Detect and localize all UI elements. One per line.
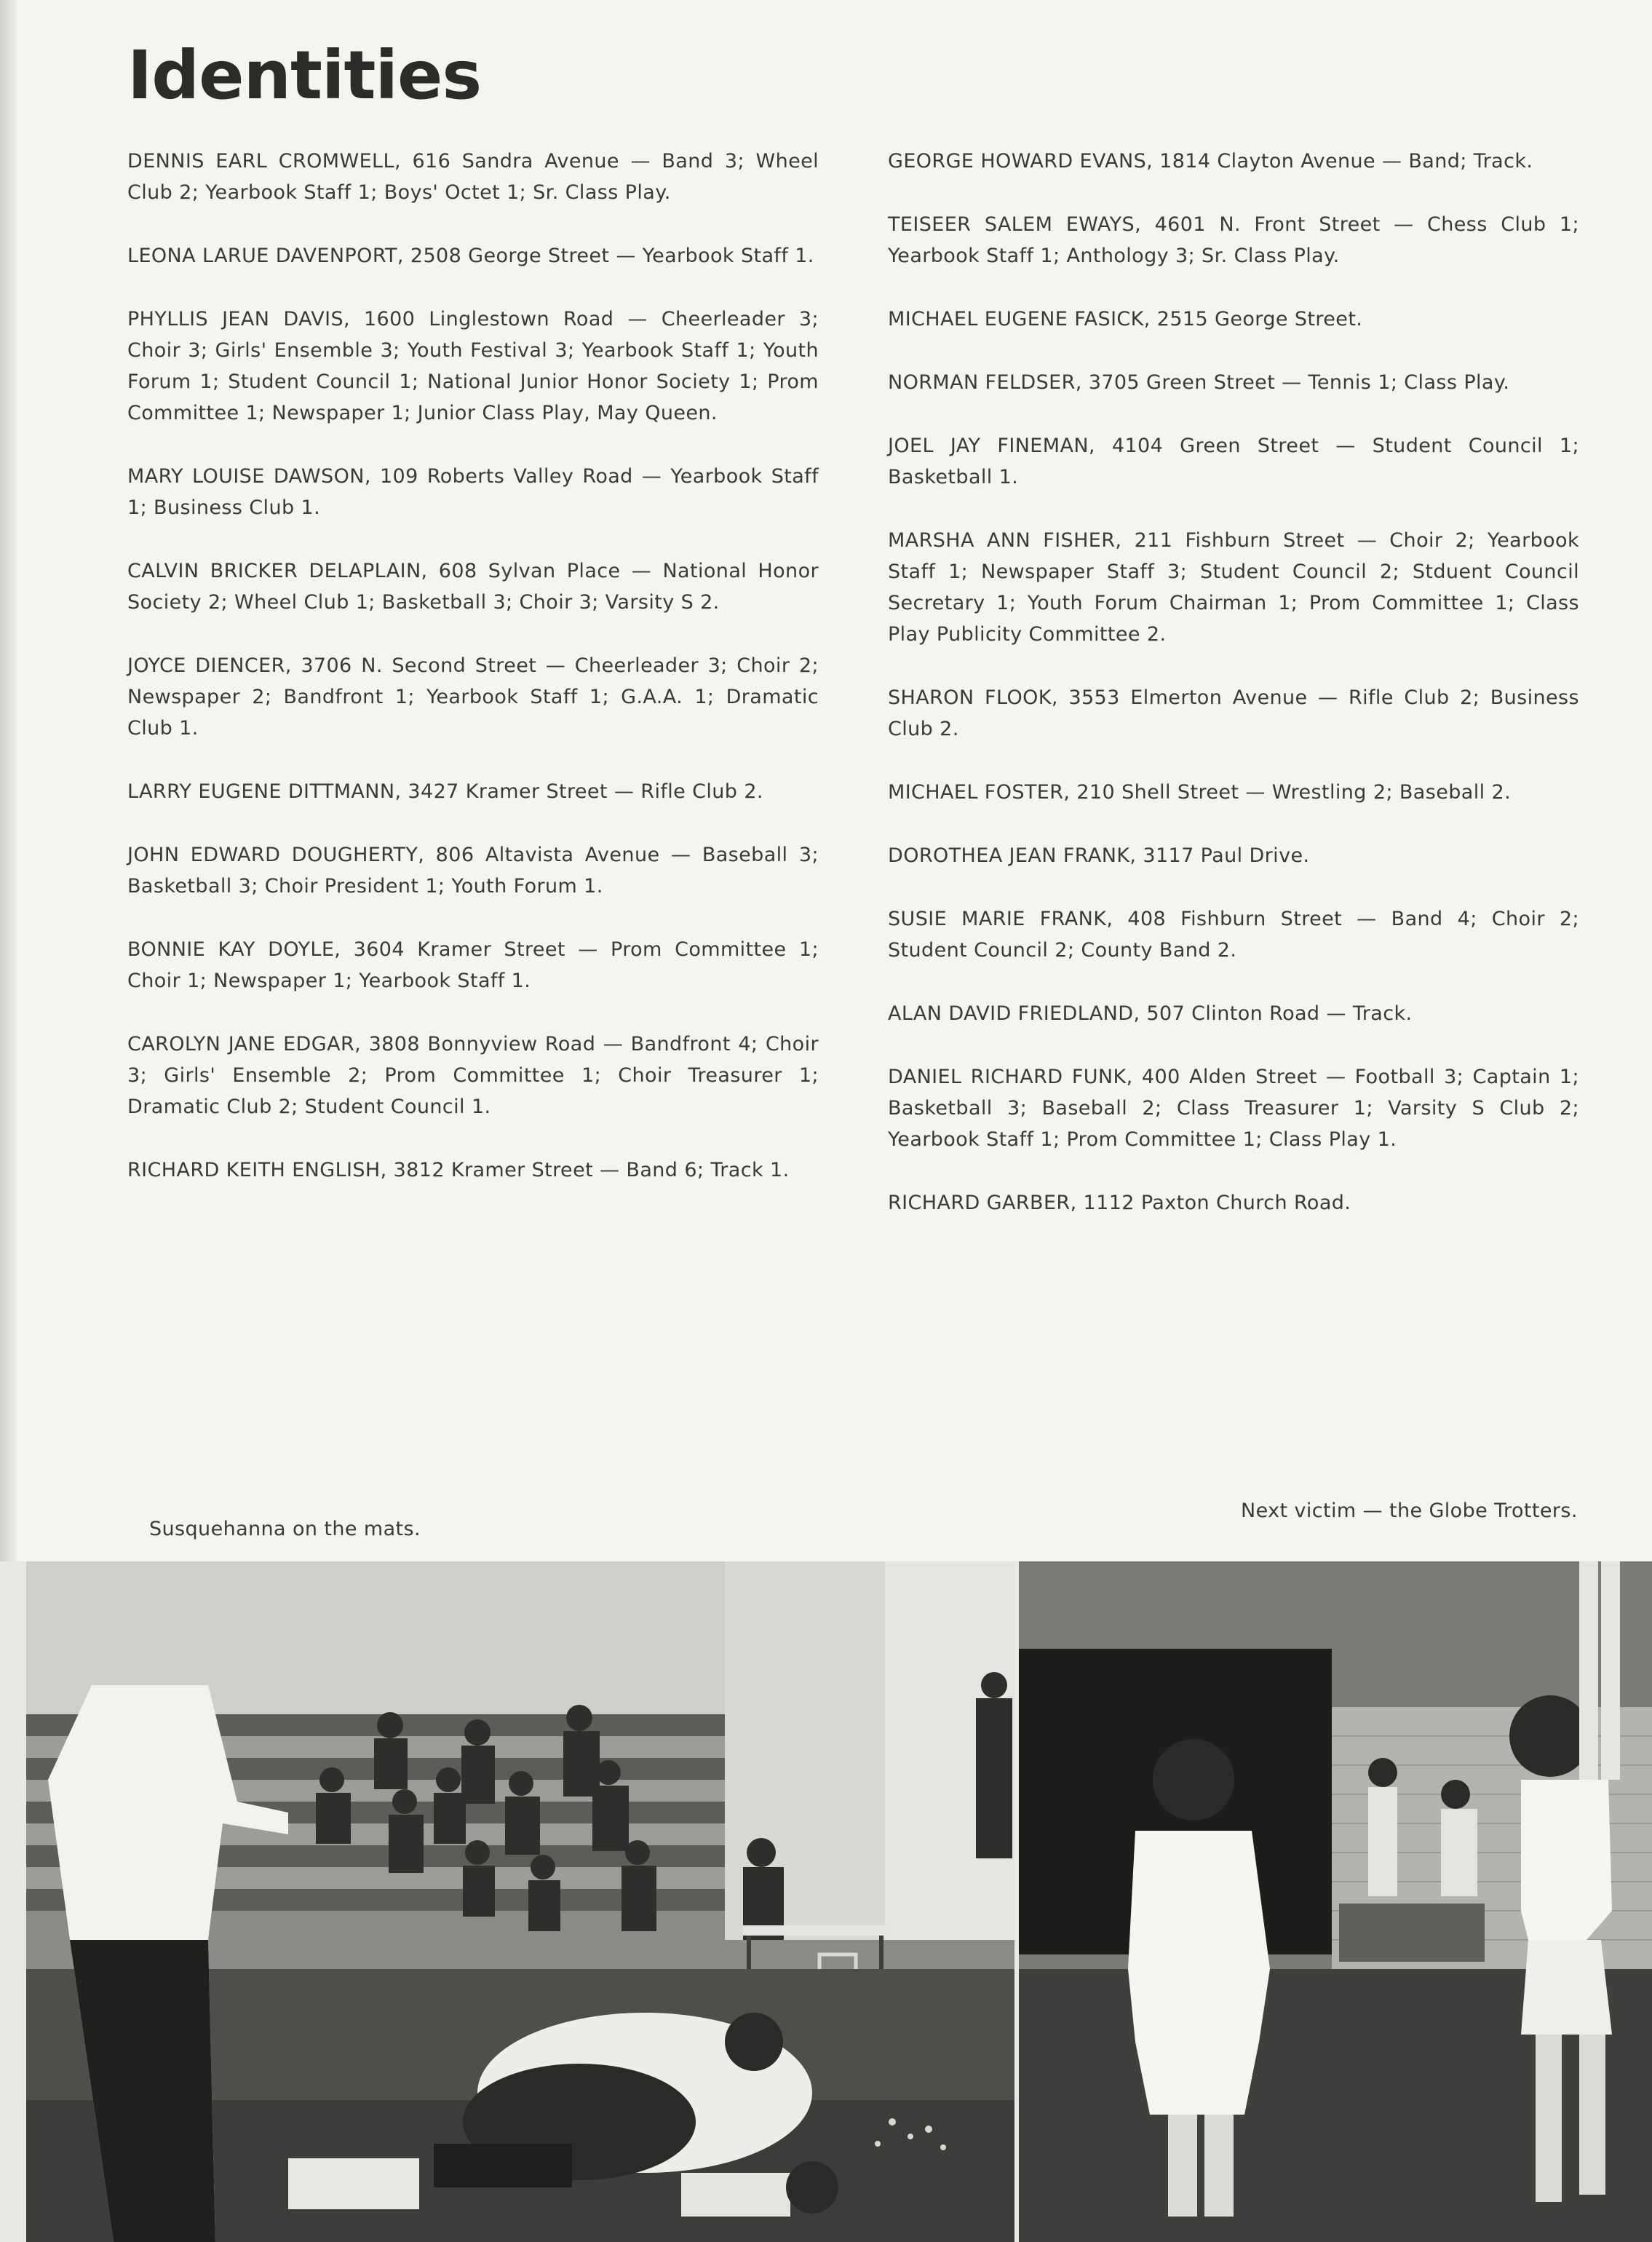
caption-wrestling-photo: Susquehanna on the mats.: [149, 1518, 421, 1540]
entry-eways: TEISEER SALEM EWAYS, 4601 N. Front Street — Chess Club 1; Yearbook Staff 1; Anthology 3; Sr. Class Play.: [888, 213, 1579, 267]
entry-davenport: LEONA LARUE DAVENPORT, 2508 George Street — Yearbook Staff 1.: [127, 245, 814, 267]
wrestling-photo: [26, 1561, 1014, 2242]
basketball-photo: [1019, 1561, 1652, 2242]
entry-fisher: MARSHA ANN FISHER, 211 Fishburn Street — Choir 2; Yearbook Staff 1; Newspaper Staff 3; Student Council 2; Stduent Council Secretary 1; Youth Forum Chairman 1; Prom Committee 1; Class Play Publicity Committee 2.: [888, 529, 1579, 646]
entry-friedland: ALAN DAVID FRIEDLAND, 507 Clinton Road — Track.: [888, 1002, 1413, 1025]
entry-dougherty: JOHN EDWARD DOUGHERTY, 806 Altavista Avenue — Baseball 3; Basketball 3; Choir President 1; Youth Forum 1.: [127, 844, 819, 898]
photo-band: [0, 1561, 1652, 2242]
entry-dawson: MARY LOUISE DAWSON, 109 Roberts Valley Road — Yearbook Staff 1; Business Club 1.: [127, 465, 819, 519]
page-title: Identities: [127, 36, 482, 114]
entry-frank-susie: SUSIE MARIE FRANK, 408 Fishburn Street — Band 4; Choir 2; Student Council 2; County Band 2.: [888, 908, 1579, 962]
entry-edgar: CAROLYN JANE EDGAR, 3808 Bonnyview Road — Bandfront 4; Choir 3; Girls' Ensemble 2; Prom Committee 1; Choir Treasurer 1; Dramatic Club 2; Student Council 1.: [127, 1033, 819, 1118]
entry-fasick: MICHAEL EUGENE FASICK, 2515 George Street.: [888, 308, 1363, 330]
entry-frank-dorothea: DOROTHEA JEAN FRANK, 3117 Paul Drive.: [888, 844, 1310, 867]
right-column-entries: [888, 146, 1579, 1251]
entry-flook: SHARON FLOOK, 3553 Elmerton Avenue — Rifle Club 2; Business Club 2.: [888, 686, 1579, 740]
entry-cromwell: DENNIS EARL CROMWELL, 616 Sandra Avenue — Band 3; Wheel Club 2; Yearbook Staff 1; Boys' Octet 1; Sr. Class Play.: [127, 150, 819, 204]
entry-feldser: NORMAN FELDSER, 3705 Green Street — Tennis 1; Class Play.: [888, 371, 1510, 394]
entry-english: RICHARD KEITH ENGLISH, 3812 Kramer Street — Band 6; Track 1.: [127, 1159, 790, 1181]
entry-fineman: JOEL JAY FINEMAN, 4104 Green Street — Student Council 1; Basketball 1.: [888, 435, 1579, 488]
entry-davis: PHYLLIS JEAN DAVIS, 1600 Linglestown Road — Cheerleader 3; Choir 3; Girls' Ensemble 3; Youth Festival 3; Yearbook Staff 1; Youth Forum 1; Student Council 1; National Junior Honor Society 1; Prom Committee 1; Newspaper 1; Junior Class Play, May Queen.: [127, 308, 819, 424]
entry-doyle: BONNIE KAY DOYLE, 3604 Kramer Street — Prom Committee 1; Choir 1; Newspaper 1; Yearbook Staff 1.: [127, 938, 819, 992]
entry-evans: GEORGE HOWARD EVANS, 1814 Clayton Avenue — Band; Track.: [888, 150, 1533, 173]
entry-delaplain: CALVIN BRICKER DELAPLAIN, 608 Sylvan Place — National Honor Society 2; Wheel Club 1; Basketball 3; Choir 3; Varsity S 2.: [127, 560, 819, 614]
caption-basketball-photo: Next victim — the Globe Trotters.: [1241, 1500, 1578, 1522]
entry-garber: RICHARD GARBER, 1112 Paxton Church Road.: [888, 1192, 1351, 1214]
entry-foster: MICHAEL FOSTER, 210 Shell Street — Wrestling 2; Baseball 2.: [888, 781, 1512, 804]
entry-funk: DANIEL RICHARD FUNK, 400 Alden Street — Football 3; Captain 1; Basketball 3; Baseball 2; Class Treasurer 1; Varsity S Club 2; Yearbook Staff 1; Prom Committee 1; Class Play 1.: [888, 1066, 1579, 1151]
left-column-entries: [127, 146, 819, 1218]
entry-dittmann: LARRY EUGENE DITTMANN, 3427 Kramer Street — Rifle Club 2.: [127, 780, 763, 803]
entry-diencer: JOYCE DIENCER, 3706 N. Second Street — Cheerleader 3; Choir 2; Newspaper 2; Bandfront 1; Yearbook Staff 1; G.A.A. 1; Dramatic Club 1.: [127, 654, 819, 740]
